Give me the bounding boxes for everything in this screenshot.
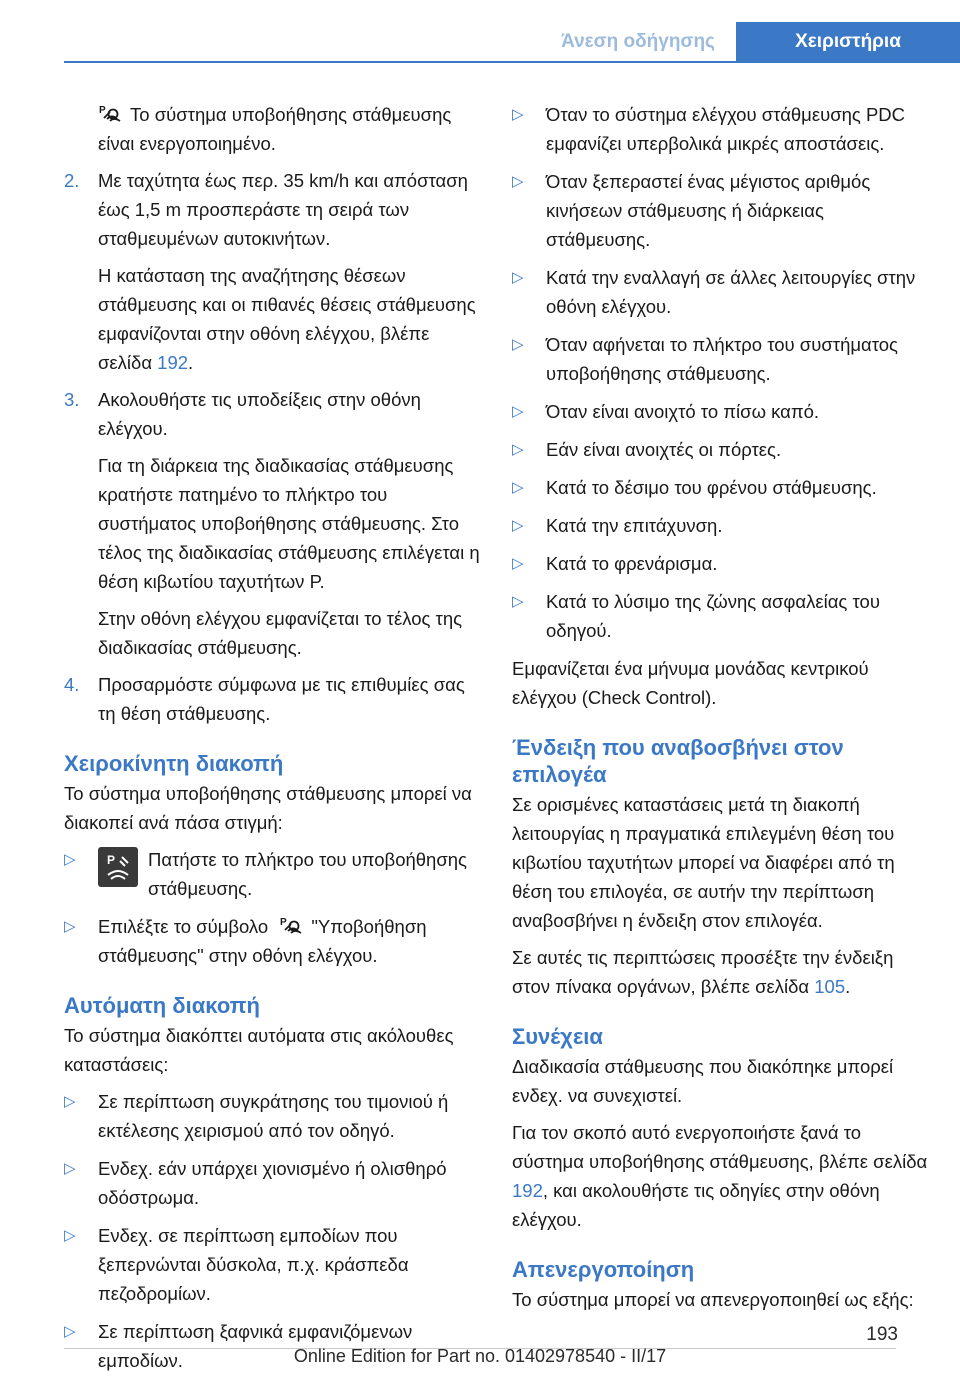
list-item bbox=[64, 1087, 484, 1145]
list-item bbox=[512, 263, 932, 321]
list-item-text: Επιλέξτε το σύμβολο bbox=[98, 916, 269, 937]
manual-intro: Το σύστημα υποβοήθησης στάθμευσης μπορεί να διακοπεί ανά πάσα στιγμή: bbox=[64, 783, 472, 833]
list-item bbox=[512, 549, 932, 578]
svg-text:P: P bbox=[99, 105, 106, 116]
blink-paragraph-2 bbox=[512, 943, 932, 1001]
edition-note: Online Edition for Part no. 01402978540 - II/17 bbox=[293, 1346, 667, 1366]
list-item bbox=[512, 511, 932, 540]
page-header bbox=[0, 0, 960, 62]
park-assist-icon bbox=[98, 102, 124, 124]
page-link[interactable]: 192 bbox=[512, 1180, 543, 1201]
svg-text:P: P bbox=[280, 917, 288, 928]
park-assist-icon bbox=[279, 914, 305, 936]
step-3 bbox=[64, 385, 484, 662]
list-item-text: Όταν αφήνεται το πλήκτρο του συστήματος υποβοήθησης στάθμευσης. bbox=[546, 334, 898, 384]
list-item bbox=[512, 167, 932, 254]
heading-continuation: Συνέχεια bbox=[512, 1024, 603, 1049]
step-2 bbox=[64, 166, 484, 377]
bullet-triangle-icon: ▷ bbox=[512, 269, 524, 286]
list-item-text: Όταν το σύστημα ελέγχου στάθμευσης PDC εμφανίζει υπερβολικά μικρές αποστάσεις. bbox=[546, 104, 906, 154]
heading-blinking-indicator: Ένδειξη που αναβοσβήνει στον επιλογέα bbox=[512, 735, 844, 787]
heading-deactivation: Απενεργοποίηση bbox=[512, 1257, 695, 1282]
list-item-text: Σε περίπτωση ξαφνικά εμφανιζόμενων εμποδίων. bbox=[98, 1321, 413, 1371]
intro-paragraph bbox=[64, 100, 484, 158]
left-column bbox=[64, 100, 484, 1384]
heading-auto-stop: Αυτόματη διακοπή bbox=[64, 993, 260, 1018]
step-sub-text: Η κατάσταση της αναζήτησης θέσεων στάθμευσης και οι πιθανές θέσεις στάθμευσης εμφανίζονται στην οθόνη ελέγχου, βλέπε σελίδα bbox=[98, 265, 476, 373]
right-column bbox=[512, 100, 932, 1322]
bullet-triangle-icon: ▷ bbox=[64, 918, 76, 935]
list-item-text: Όταν είναι ανοιχτό το πίσω καπό. bbox=[546, 401, 820, 422]
list-item bbox=[512, 100, 932, 158]
step-number: 4. bbox=[64, 674, 80, 695]
step-text: Ακολουθήστε τις υποδείξεις στην οθόνη ελέγχου. bbox=[98, 389, 421, 439]
intro-text: Το σύστημα υποβοήθησης στάθμευσης είναι ενεργοποιημένο. bbox=[98, 104, 452, 154]
bullet-triangle-icon: ▷ bbox=[512, 593, 524, 610]
list-item-text: Κατά την επιτάχυνση. bbox=[546, 515, 723, 536]
deact-paragraph: Το σύστημα μπορεί να απενεργοποιηθεί ως εξής: bbox=[512, 1289, 914, 1310]
step-number: 3. bbox=[64, 389, 80, 410]
list-item bbox=[64, 845, 484, 903]
cont-text: , και ακολουθήστε τις οδηγίες στην οθόνη ελέγχου. bbox=[512, 1180, 880, 1230]
bullet-triangle-icon: ▷ bbox=[64, 1227, 76, 1244]
bullet-triangle-icon: ▷ bbox=[512, 479, 524, 496]
header-section: Άνεση οδήγησης bbox=[561, 31, 715, 52]
step-number: 2. bbox=[64, 170, 80, 191]
cont-text: Για τον σκοπό αυτό ενεργοποιήστε ξανά το σύστημα υποβοήθησης στάθμευσης, βλέπε σελίδα bbox=[512, 1122, 928, 1172]
page-link[interactable]: 192 bbox=[157, 352, 189, 373]
list-item-text: Ενδεχ. εάν υπάρχει χιονισμένο ή ολισθηρό οδόστρωμα. bbox=[98, 1158, 447, 1208]
punct: . bbox=[188, 352, 194, 373]
step-4 bbox=[64, 670, 484, 728]
heading-manual-stop: Χειροκίνητη διακοπή bbox=[64, 751, 284, 776]
list-item bbox=[512, 473, 932, 502]
page-footer bbox=[0, 1320, 960, 1366]
blink-paragraph: Σε ορισμένες καταστάσεις μετά τη διακοπή λειτουργίας η πραγματικά επιλεγμένη θέση του κιβωτίου ταχυτήτων μπορεί να διαφέρει από τη θέση του επιλογέα, σε αυτήν την περίπτωση αναβοσβήνει η ένδειξη στον επιλογέα. bbox=[512, 794, 895, 931]
list-item bbox=[512, 435, 932, 464]
list-item-text: Όταν ξεπεραστεί ένας μέγιστος αριθμός κινήσεων στάθμευσης ή διάρκειας στάθμευσης. bbox=[546, 171, 871, 250]
bullet-triangle-icon: ▷ bbox=[64, 851, 76, 868]
auto-intro: Το σύστημα διακόπτει αυτόματα στις ακόλουθες καταστάσεις: bbox=[64, 1025, 454, 1075]
list-item-text: Σε περίπτωση συγκράτησης του τιμονιού ή εκτέλεσης χειρισμού από τον οδηγό. bbox=[98, 1091, 449, 1141]
check-control-message: Εμφανίζεται ένα μήνυμα μονάδας κεντρικού ελέγχου (Check Control). bbox=[512, 658, 869, 708]
list-item-text: Κατά το φρενάρισμα. bbox=[546, 553, 718, 574]
list-item bbox=[64, 912, 484, 970]
bullet-triangle-icon: ▷ bbox=[512, 336, 524, 353]
list-item bbox=[512, 397, 932, 426]
list-item bbox=[512, 330, 932, 388]
list-item-text: "Υποβοήθηση στάθμευσης" στην οθόνη ελέγχου. bbox=[98, 916, 427, 966]
list-item-text: Ενδεχ. σε περίπτωση εμποδίων που ξεπερνώνται δύσκολα, π.χ. κράσπεδα πεζοδρομίων. bbox=[98, 1225, 409, 1304]
step-text: Με ταχύτητα έως περ. 35 km/h και απόσταση έως 1,5 m προσπεράστε τη σειρά των σταθμευμένων αυτοκινήτων. bbox=[98, 170, 468, 249]
bullet-triangle-icon: ▷ bbox=[64, 1323, 76, 1340]
step-sub: Στην οθόνη ελέγχου εμφανίζεται το τέλος της διαδικασίας στάθμευσης. bbox=[98, 608, 463, 658]
list-item-text: Κατά το δέσιμο του φρένου στάθμευσης. bbox=[546, 477, 877, 498]
list-item-text: Κατά το λύσιμο της ζώνης ασφαλείας του οδηγού. bbox=[546, 591, 880, 641]
step-sub: Για τη διάρκεια της διαδικασίας στάθμευσης κρατήστε πατημένο το πλήκτρο του συστήματος υποβοήθησης στάθμευσης. Στο τέλος της διαδικασίας στάθμευσης επιλέγεται η θέση κιβωτίου ταχυτήτων P. bbox=[98, 455, 480, 592]
bullet-triangle-icon: ▷ bbox=[512, 106, 524, 123]
list-item-text: Κατά την εναλλαγή σε άλλες λειτουργίες στην οθόνη ελέγχου. bbox=[546, 267, 916, 317]
step-sub bbox=[98, 261, 484, 377]
blink-text: Σε αυτές τις περιπτώσεις προσέξτε την ένδειξη στον πίνακα οργάνων, βλέπε σελίδα bbox=[512, 947, 894, 997]
punct: . bbox=[845, 976, 851, 997]
svg-text:P: P bbox=[107, 853, 116, 867]
header-rule bbox=[64, 61, 960, 63]
bullet-triangle-icon: ▷ bbox=[512, 517, 524, 534]
cont-paragraph: Διαδικασία στάθμευσης που διακόπηκε μπορεί ενδεχ. να συνεχιστεί. bbox=[512, 1056, 894, 1106]
page-number: 193 bbox=[866, 1324, 898, 1345]
park-assist-button-icon bbox=[98, 847, 138, 887]
page-link[interactable]: 105 bbox=[814, 976, 846, 997]
bullet-triangle-icon: ▷ bbox=[64, 1093, 76, 1110]
list-item bbox=[512, 587, 932, 645]
bullet-triangle-icon: ▷ bbox=[512, 403, 524, 420]
list-item-text: Πατήστε το πλήκτρο του υποβοήθησης στάθμευσης. bbox=[148, 849, 467, 899]
step-text: Προσαρμόστε σύμφωνα με τις επιθυμίες σας τη θέση στάθμευσης. bbox=[98, 674, 465, 724]
cont-paragraph-2 bbox=[512, 1118, 932, 1234]
list-item bbox=[64, 1154, 484, 1212]
bullet-triangle-icon: ▷ bbox=[512, 441, 524, 458]
bullet-triangle-icon: ▷ bbox=[512, 555, 524, 572]
bullet-triangle-icon: ▷ bbox=[64, 1160, 76, 1177]
list-item-text: Εάν είναι ανοιχτές οι πόρτες. bbox=[546, 439, 782, 460]
list-item bbox=[64, 1221, 484, 1308]
header-chapter: Χειριστήρια bbox=[736, 22, 960, 62]
bullet-triangle-icon: ▷ bbox=[512, 173, 524, 190]
